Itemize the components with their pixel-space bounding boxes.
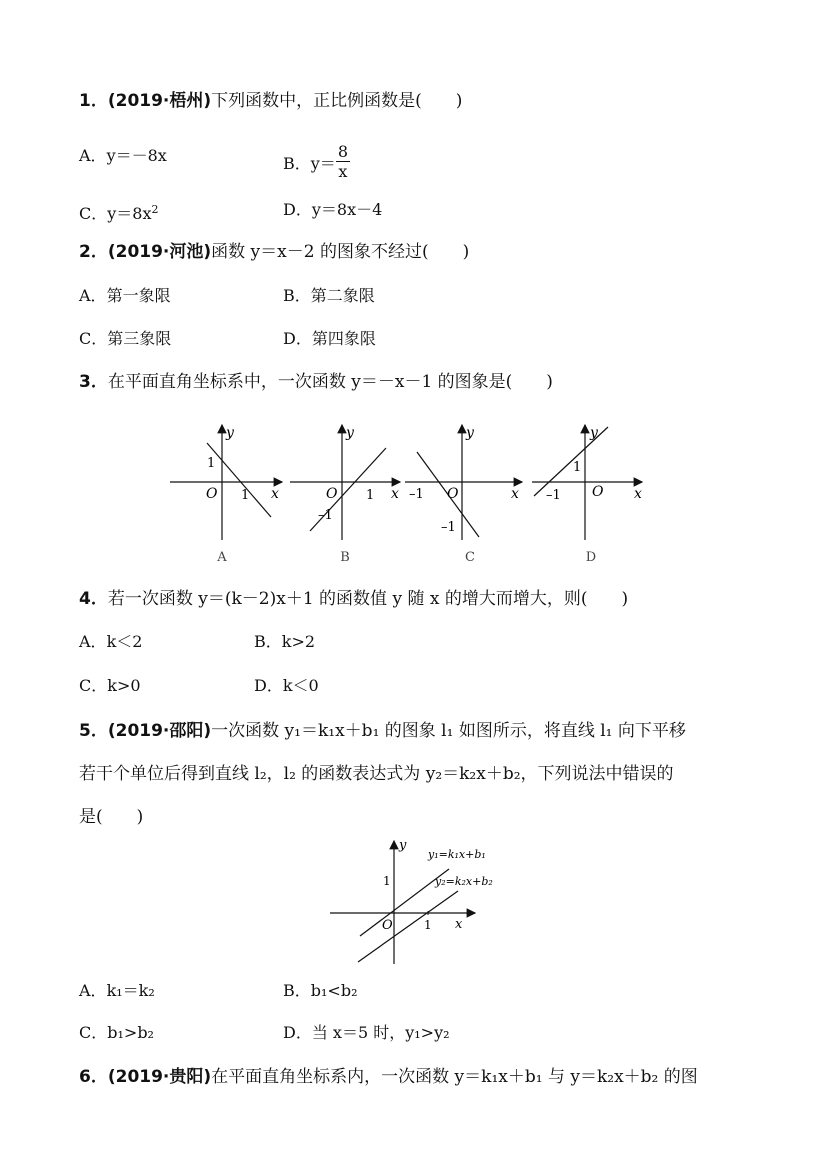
question-1-stem [79, 90, 462, 112]
origin-label: O [592, 484, 604, 500]
question-number: 2． [79, 242, 108, 262]
option-text: k＜0 [282, 676, 319, 695]
question-2-stem [79, 241, 469, 263]
y-tick-label: 1 [383, 874, 391, 888]
graph-c[interactable] [405, 425, 522, 565]
y-intercept-label: 1 [207, 456, 216, 471]
option-text: b₁>b₂ [107, 1023, 154, 1042]
y-axis-label: y [346, 425, 354, 441]
option-a[interactable] [79, 285, 171, 307]
fraction-numerator: 8 [337, 142, 348, 161]
question-text: 在平面直角坐标系中，一次函数 y＝－x－1 的图象是( [107, 372, 513, 392]
graph-a[interactable] [170, 425, 282, 565]
x-axis-label: x [511, 486, 519, 502]
y-intercept-label: –1 [318, 508, 333, 523]
option-a[interactable] [79, 145, 167, 167]
x-axis-label: x [271, 486, 279, 502]
question-4-stem [79, 588, 628, 610]
option-d[interactable] [283, 199, 382, 221]
option-text: y＝8x－4 [311, 200, 383, 219]
x-tick-label: 1 [424, 918, 432, 932]
fraction [336, 143, 350, 182]
graph-a-line [207, 443, 271, 517]
option-text: b₁<b₂ [310, 981, 358, 1000]
x-axis-label: x [455, 917, 463, 932]
option-text: 第二象限 [310, 286, 375, 305]
question-source: (2019·梧州) [107, 91, 212, 111]
question-source: (2019·河池) [107, 242, 212, 262]
question-5-stem [79, 720, 686, 742]
x-axis-label: x [391, 486, 399, 502]
y-intercept-label: 1 [573, 460, 582, 475]
option-b[interactable] [283, 285, 375, 307]
q3-graphs [160, 415, 650, 570]
option-label: B． [283, 286, 311, 305]
question-number: 3． [79, 372, 108, 392]
option-d[interactable] [283, 1022, 450, 1044]
option-label: A． [79, 146, 107, 165]
question-text: 一次函数 y₁＝k₁x＋b₁ 的图象 l₁ 如图所示，将直线 l₁ 向下平移 [211, 721, 686, 741]
exponent: 2 [151, 203, 159, 216]
graph-caption: A [217, 550, 227, 565]
graph-caption: C [465, 550, 475, 565]
option-text: k>0 [107, 676, 141, 695]
question-number: 6． [79, 1067, 108, 1087]
option-a[interactable] [79, 980, 155, 1002]
option-b[interactable] [254, 631, 315, 653]
option-c[interactable] [79, 199, 159, 225]
question-source: (2019·邵阳) [107, 721, 212, 741]
question-3-stem [79, 371, 553, 393]
option-a[interactable] [79, 631, 142, 653]
graph-b[interactable] [290, 425, 400, 565]
option-label: C． [79, 676, 108, 695]
option-c[interactable] [79, 328, 171, 350]
option-label: B． [283, 981, 311, 1000]
option-text: y＝－8x [106, 146, 167, 165]
fraction-denominator: x [338, 162, 348, 181]
paren-close: ) [546, 372, 553, 392]
question-6-stem [79, 1066, 698, 1088]
option-label: D． [283, 329, 312, 348]
graph-caption: B [340, 550, 350, 565]
x-intercept-label: 1 [366, 488, 375, 503]
option-text: 第三象限 [107, 329, 172, 348]
question-5-line-2 [79, 763, 674, 785]
option-d[interactable] [254, 675, 319, 697]
origin-label: O [382, 918, 393, 933]
x-intercept-label: 1 [241, 488, 250, 503]
question-number: 4． [79, 589, 108, 609]
option-text: k>2 [281, 632, 316, 651]
origin-label: O [206, 486, 218, 502]
question-text: 下列函数中，正比例函数是( [211, 91, 422, 111]
question-source: (2019·贵阳) [107, 1067, 212, 1087]
option-c[interactable] [79, 1022, 154, 1044]
paren-close: ) [455, 91, 463, 111]
question-text: 是( [79, 807, 103, 827]
option-label: B． [283, 154, 311, 173]
option-text: 第一象限 [106, 286, 171, 305]
option-text: 当 x＝5 时，y₁>y₂ [311, 1023, 450, 1042]
question-number: 5． [79, 721, 108, 741]
option-text: y＝ [310, 154, 336, 173]
origin-label: O [326, 486, 338, 502]
y-intercept-label: –1 [441, 520, 456, 535]
option-label: B． [254, 632, 282, 651]
equation-l1: y₁=k₁x+b₁ [428, 848, 486, 861]
paren-close: ) [621, 589, 629, 609]
option-label: C． [79, 204, 108, 223]
x-axis-label: x [634, 486, 642, 502]
q5-figure [325, 836, 500, 966]
question-number: 1． [79, 91, 108, 111]
option-text: k＜2 [106, 632, 143, 651]
option-b[interactable] [283, 142, 350, 184]
question-text: 若一次函数 y＝(k－2)x＋1 的函数值 y 随 x 的增大而增大，则( [107, 589, 588, 609]
option-label: D． [283, 200, 312, 219]
question-text: 函数 y＝x－2 的图象不经过( [211, 242, 429, 262]
option-label: C． [79, 329, 108, 348]
paren-close: ) [462, 242, 470, 262]
option-b[interactable] [283, 980, 357, 1002]
origin-label: O [447, 486, 459, 502]
y-axis-label: y [590, 425, 598, 441]
option-text: 第四象限 [311, 329, 376, 348]
x-intercept-label: –1 [409, 487, 424, 502]
y-axis-label: y [399, 838, 407, 853]
paren-close: ) [136, 807, 144, 827]
question-text: 若干个单位后得到直线 l₂，l₂ 的函数表达式为 y₂＝k₂x＋b₂，下列说法中错误的 [79, 764, 674, 784]
option-text: y＝8x [107, 204, 152, 223]
graph-caption: D [585, 550, 597, 565]
option-label: A． [79, 286, 107, 305]
option-text: k₁＝k₂ [106, 981, 155, 1000]
equation-l2: y₂=k₂x+b₂ [435, 875, 493, 888]
option-label: C． [79, 1023, 108, 1042]
question-5-line-3 [79, 806, 143, 828]
option-label: A． [79, 632, 107, 651]
option-c[interactable] [79, 675, 141, 697]
option-label: A． [79, 981, 107, 1000]
x-intercept-label: –1 [546, 488, 561, 503]
option-label: D． [254, 676, 283, 695]
y-axis-label: y [226, 425, 234, 441]
graph-d[interactable] [532, 425, 642, 565]
option-label: D． [283, 1023, 312, 1042]
option-d[interactable] [283, 328, 376, 350]
question-text: 在平面直角坐标系内，一次函数 y＝k₁x＋b₁ 与 y＝k₂x＋b₂ 的图 [211, 1067, 698, 1087]
y-axis-label: y [466, 425, 474, 441]
